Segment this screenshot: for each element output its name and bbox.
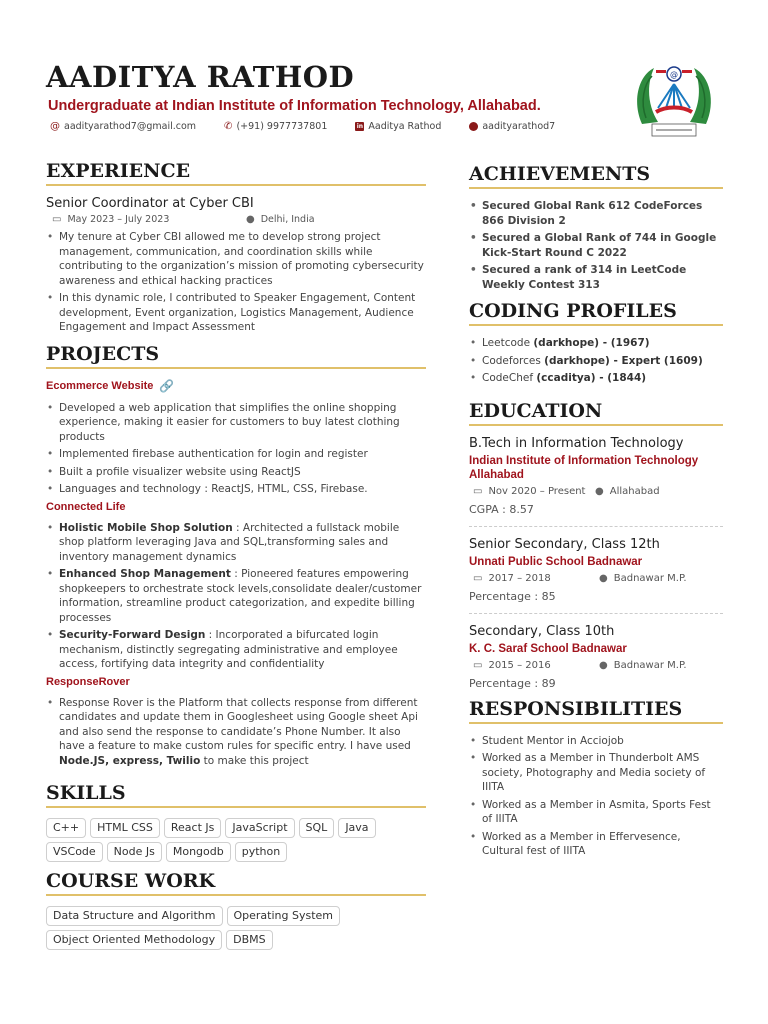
- list-item: • Developed a web application that simplifies the online shopping experience, making it easier for customers to buy latest clothing products: [46, 401, 426, 445]
- responsibilities-heading: RESPONSIBILITIES: [469, 698, 723, 724]
- ecommerce-bullets: [46, 401, 426, 497]
- job-meta: ▭ May 2023 – July 2023 ● Delhi, India: [52, 214, 315, 225]
- skill-tag: JavaScript: [225, 818, 294, 838]
- list-item: • Enhanced Shop Management : Pioneered features empowering shopkeepers to orchestrate stock levels,consolidate dealer/customer information, streamline product categorization, and expedite billing processes: [46, 567, 426, 625]
- at-icon: @: [50, 121, 60, 132]
- calendar-icon: ▭: [473, 485, 483, 497]
- svg-text:@: @: [670, 70, 678, 79]
- list-item: • Secured a Global Rank of 744 in Google Kick-Start Round C 2022: [469, 231, 723, 260]
- achievements-list: [469, 199, 723, 292]
- institute-logo: [628, 62, 720, 146]
- list-item: • In this dynamic role, I contributed to Speaker Engagement, Content development, Event organization, Logistics Management, Audience Engagement and Impact Assessment: [46, 291, 426, 335]
- list-item: • CodeChef (ccaditya) - (1844): [469, 371, 723, 386]
- connected-bullets: [46, 521, 426, 672]
- skill-tag: VSCode: [46, 842, 103, 862]
- list-item: • Security-Forward Design : Incorporated a bifurcated login mechanism, distinctly segregating administrative and employee access, fortifying data integrity and confidentiality: [46, 628, 426, 672]
- skill-tag: C++: [46, 818, 86, 838]
- divider: [469, 526, 723, 527]
- linkedin-icon: in: [356, 123, 364, 130]
- contact-phone[interactable]: ✆ (+91) 9977737801: [224, 121, 328, 132]
- candidate-name: AADITYA RATHOD: [46, 60, 355, 94]
- list-item: • My tenure at Cyber CBI allowed me to develop strong project management, communication, and coordination skills while contributing to the organization’s mission of promoting cybersecurity awareness and ethical hacking practices: [46, 230, 426, 288]
- skill-tag: React Js: [164, 818, 222, 838]
- skill-tag: python: [235, 842, 287, 862]
- list-item: • Holistic Mobile Shop Solution : Architected a fullstack mobile shop platform leveraging Java and SQL,transforming sales and inventory management dynamics: [46, 521, 426, 565]
- skill-tag: HTML CSS: [90, 818, 160, 838]
- list-item: • Secured a rank of 314 in LeetCode Weekly Contest 313: [469, 263, 723, 292]
- contact-email[interactable]: @ aadityarathod7@gmail.com: [50, 121, 197, 132]
- skills-heading: SKILLS: [46, 782, 426, 808]
- responsibilities-list: [469, 734, 723, 859]
- skill-tag: SQL: [299, 818, 335, 838]
- course-tag: Object Oriented Methodology: [46, 930, 222, 950]
- list-item: • Worked as a Member in Asmita, Sports Fest of IIITA: [469, 798, 723, 827]
- right-column: [469, 163, 723, 862]
- skill-tag: Node Js: [107, 842, 162, 862]
- calendar-icon: ▭: [473, 659, 483, 671]
- experience-bullets: [46, 230, 426, 335]
- course-tag: Data Structure and Algorithm: [46, 906, 223, 926]
- job-title: Senior Coordinator at Cyber CBI: [46, 196, 254, 211]
- list-item: • Implemented firebase authentication for login and register: [46, 447, 426, 462]
- divider: [469, 613, 723, 614]
- contact-linkedin[interactable]: in Aaditya Rathod: [356, 121, 442, 132]
- list-item: • Codeforces (darkhope) - Expert (1609): [469, 354, 723, 369]
- project-connected-title: Connected Life: [46, 500, 126, 513]
- achievements-heading: ACHIEVEMENTS: [469, 163, 723, 189]
- skill-tag: Mongodb: [166, 842, 231, 862]
- contact-bar: [50, 121, 583, 132]
- education-entry: B.Tech in Information Technology Indian Institute of Information Technology Allahabad ▭ Nov 2020 – Present ● Allahabad CGPA : 8.57: [469, 435, 699, 516]
- education-entry: Senior Secondary, Class 12th Unnati Public School Badnawar ▭ 2017 – 2018 ● Badnawar M.P. Percentage : 85: [469, 536, 687, 603]
- projects-heading: PROJECTS: [46, 343, 426, 369]
- location-pin-icon: ●: [595, 485, 604, 497]
- course-tag: Operating System: [227, 906, 341, 926]
- project-rover-title: ResponseRover: [46, 675, 130, 688]
- contact-github[interactable]: aadityarathod7: [469, 121, 555, 132]
- rover-bullets: [46, 696, 426, 769]
- list-item: • Leetcode (darkhope) - (1967): [469, 336, 723, 351]
- skill-tag: Java: [338, 818, 375, 838]
- list-item: • Worked as a Member in Effervesence, Cultural fest of IIITA: [469, 830, 723, 859]
- list-item: • Worked as a Member in Thunderbolt AMS society, Photography and Media society of IIITA: [469, 751, 723, 795]
- list-item: • Student Mentor in Acciojob: [469, 734, 723, 749]
- github-icon: [469, 122, 478, 131]
- project-ecommerce-title[interactable]: Ecommerce Website 🔗: [46, 378, 175, 393]
- list-item: • Built a profile visualizer website using ReactJS: [46, 465, 426, 480]
- skills-tags: [46, 818, 426, 862]
- coding-profiles-list: [469, 336, 723, 386]
- location-pin-icon: ●: [599, 659, 608, 671]
- tagline: Undergraduate at Indian Institute of Information Technology, Allahabad.: [48, 98, 541, 114]
- location-pin-icon: ●: [246, 214, 255, 225]
- coding-profiles-heading: CODING PROFILES: [469, 300, 723, 326]
- calendar-icon: ▭: [52, 214, 62, 225]
- coursework-heading: COURSE WORK: [46, 870, 426, 896]
- phone-icon: ✆: [224, 121, 233, 132]
- experience-heading: EXPERIENCE: [46, 160, 426, 186]
- list-item: • Response Rover is the Platform that collects response from different candidates and update them in Googlesheet using Google sheet Api and also send the response to candidate’s Phone Number. It also have a feature to make custom rules for specific entry. I have used Node.JS, express, Twilio to make this project: [46, 696, 426, 769]
- list-item: • Languages and technology : ReactJS, HTML, CSS, Firebase.: [46, 482, 426, 497]
- education-heading: EDUCATION: [469, 400, 723, 426]
- course-tag: DBMS: [226, 930, 273, 950]
- education-entry: Secondary, Class 10th K. C. Saraf School Badnawar ▭ 2015 – 2016 ● Badnawar M.P. Percentage : 89: [469, 623, 687, 690]
- list-item: • Secured Global Rank 612 CodeForces 866 Division 2: [469, 199, 723, 228]
- left-column: [46, 160, 426, 950]
- link-icon[interactable]: 🔗: [159, 378, 175, 393]
- calendar-icon: ▭: [473, 572, 483, 584]
- location-pin-icon: ●: [599, 572, 608, 584]
- coursework-tags: [46, 906, 366, 950]
